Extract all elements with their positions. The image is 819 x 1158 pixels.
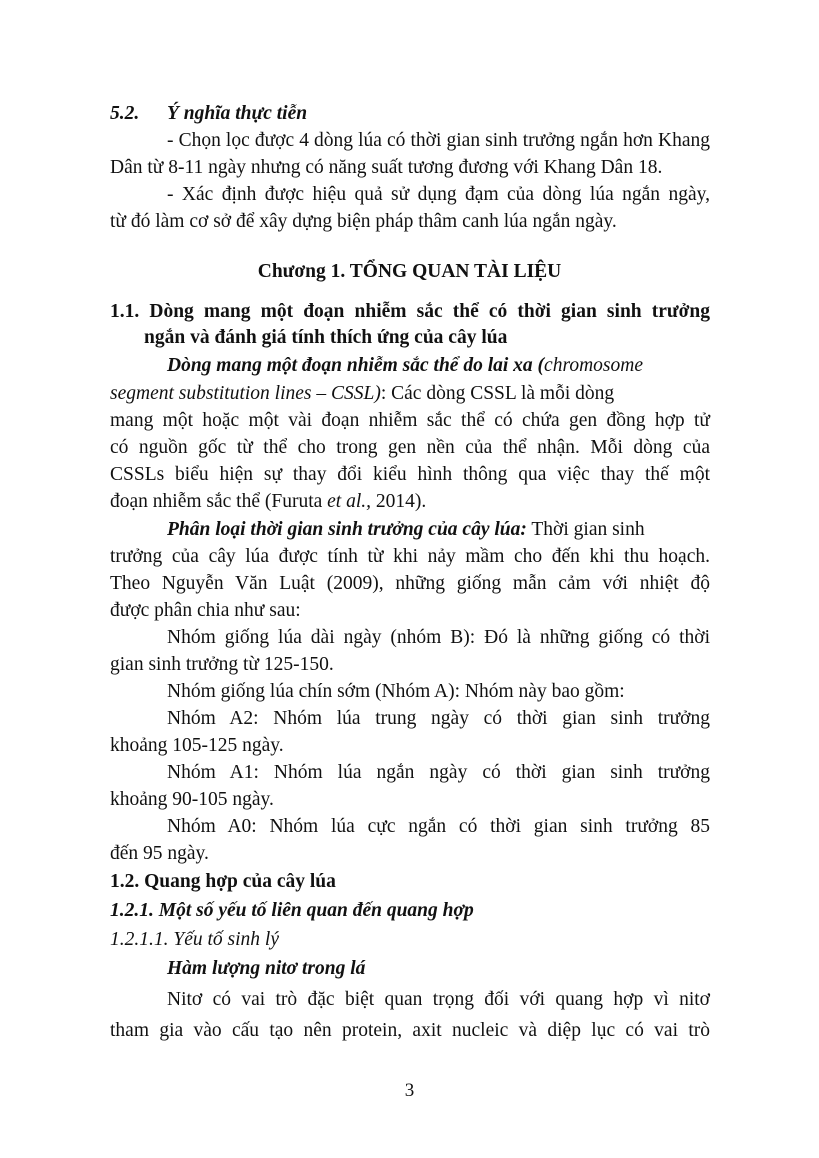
- paragraph-line: gian sinh trưởng từ 125-150.: [110, 654, 334, 675]
- paragraph-line: Nitơ có vai trò đặc biệt quan trọng đối với quang hợp vì nitơ: [167, 989, 710, 1010]
- cssl-latin-term: chromosome: [544, 355, 643, 376]
- cssl-heading-line: [167, 353, 710, 379]
- paragraph-line: được phân chia như sau:: [110, 600, 301, 621]
- paragraph-line: trưởng của cây lúa được tính từ khi nảy mầm cho đến khi thu hoạch.: [110, 546, 710, 567]
- text-span: 2014).: [371, 491, 427, 512]
- paragraph-line: Dân từ 8-11 ngày nhưng có năng suất tương đương với Khang Dân 18.: [110, 157, 663, 178]
- text-span: Thời gian sinh: [526, 519, 645, 540]
- text-span: : Các dòng CSSL là mỗi dòng: [380, 383, 615, 404]
- citation-etal: et al.,: [327, 491, 372, 512]
- page-number: 3: [404, 1080, 415, 1101]
- paragraph-line: Nhóm giống lúa dài ngày (nhóm B): Đó là những giống có thời: [167, 627, 710, 648]
- section-5-2-heading: [110, 101, 710, 127]
- paragraph-line: Nhóm giống lúa chín sớm (Nhóm A): Nhóm này bao gồm:: [167, 681, 625, 702]
- paragraph-line: [110, 381, 710, 407]
- paragraph-line: - Chọn lọc được 4 dòng lúa có thời gian sinh trưởng ngắn hơn Khang: [167, 130, 710, 151]
- section-1-2-title: 1.2. Quang hợp của cây lúa: [110, 871, 336, 892]
- paragraph-line: CSSLs biểu hiện sự thay đổi kiểu hình thông qua việc thay thế một: [110, 464, 710, 485]
- section-1-1-title-cont: ngắn và đánh giá tính thích ứng của cây lúa: [144, 327, 508, 348]
- section-1-2-1-1-title: 1.2.1.1. Yếu tố sinh lý: [110, 929, 279, 950]
- paragraph-line: [110, 489, 710, 515]
- nitrogen-heading: Hàm lượng nitơ trong lá: [167, 958, 366, 979]
- paragraph-line: Nhóm A2: Nhóm lúa trung ngày có thời gian sinh trưởng: [167, 708, 710, 729]
- paragraph-line: khoảng 105-125 ngày.: [110, 735, 284, 756]
- section-number: 5.2.: [110, 103, 140, 124]
- paragraph-line: mang một hoặc một vài đoạn nhiễm sắc thể có chứa gen đồng hợp tử: [110, 410, 710, 431]
- cssl-latin-term: segment substitution lines – CSSL): [110, 383, 381, 404]
- classification-heading-line: [167, 517, 710, 543]
- chapter-title: Chương 1. TỔNG QUAN TÀI LIỆU: [257, 261, 562, 282]
- section-1-2-1-title: 1.2.1. Một số yếu tố liên quan đến quang hợp: [110, 900, 474, 921]
- paragraph-line: Nhóm A1: Nhóm lúa ngắn ngày có thời gian sinh trưởng: [167, 762, 710, 783]
- paragraph-line: Theo Nguyễn Văn Luật (2009), những giống mẫn cảm với nhiệt độ: [110, 573, 710, 594]
- paragraph-line: từ đó làm cơ sở để xây dựng biện pháp thâm canh lúa ngắn ngày.: [110, 211, 617, 232]
- paragraph-line: tham gia vào cấu tạo nên protein, axit nucleic và diệp lục có vai trò: [110, 1020, 710, 1041]
- text-span: đoạn nhiễm sắc thể (Furuta: [110, 491, 328, 512]
- section-1-1-title: 1.1. Dòng mang một đoạn nhiễm sắc thể có thời gian sinh trưởng: [110, 301, 710, 322]
- paragraph-line: khoảng 90-105 ngày.: [110, 789, 274, 810]
- paragraph-line: đến 95 ngày.: [110, 843, 209, 864]
- paragraph-line: có nguồn gốc từ thể cho trong gen nền của thể nhận. Mỗi dòng của: [110, 437, 710, 458]
- section-title: Ý nghĩa thực tiễn: [167, 103, 308, 124]
- paragraph-line: Nhóm A0: Nhóm lúa cực ngắn có thời gian sinh trưởng 85: [167, 816, 710, 837]
- classification-heading: Phân loại thời gian sinh trưởng của cây lúa:: [167, 519, 527, 540]
- paragraph-line: - Xác định được hiệu quả sử dụng đạm của dòng lúa ngắn ngày,: [167, 184, 710, 205]
- cssl-heading: Dòng mang một đoạn nhiễm sắc thể do lai xa (: [167, 355, 545, 376]
